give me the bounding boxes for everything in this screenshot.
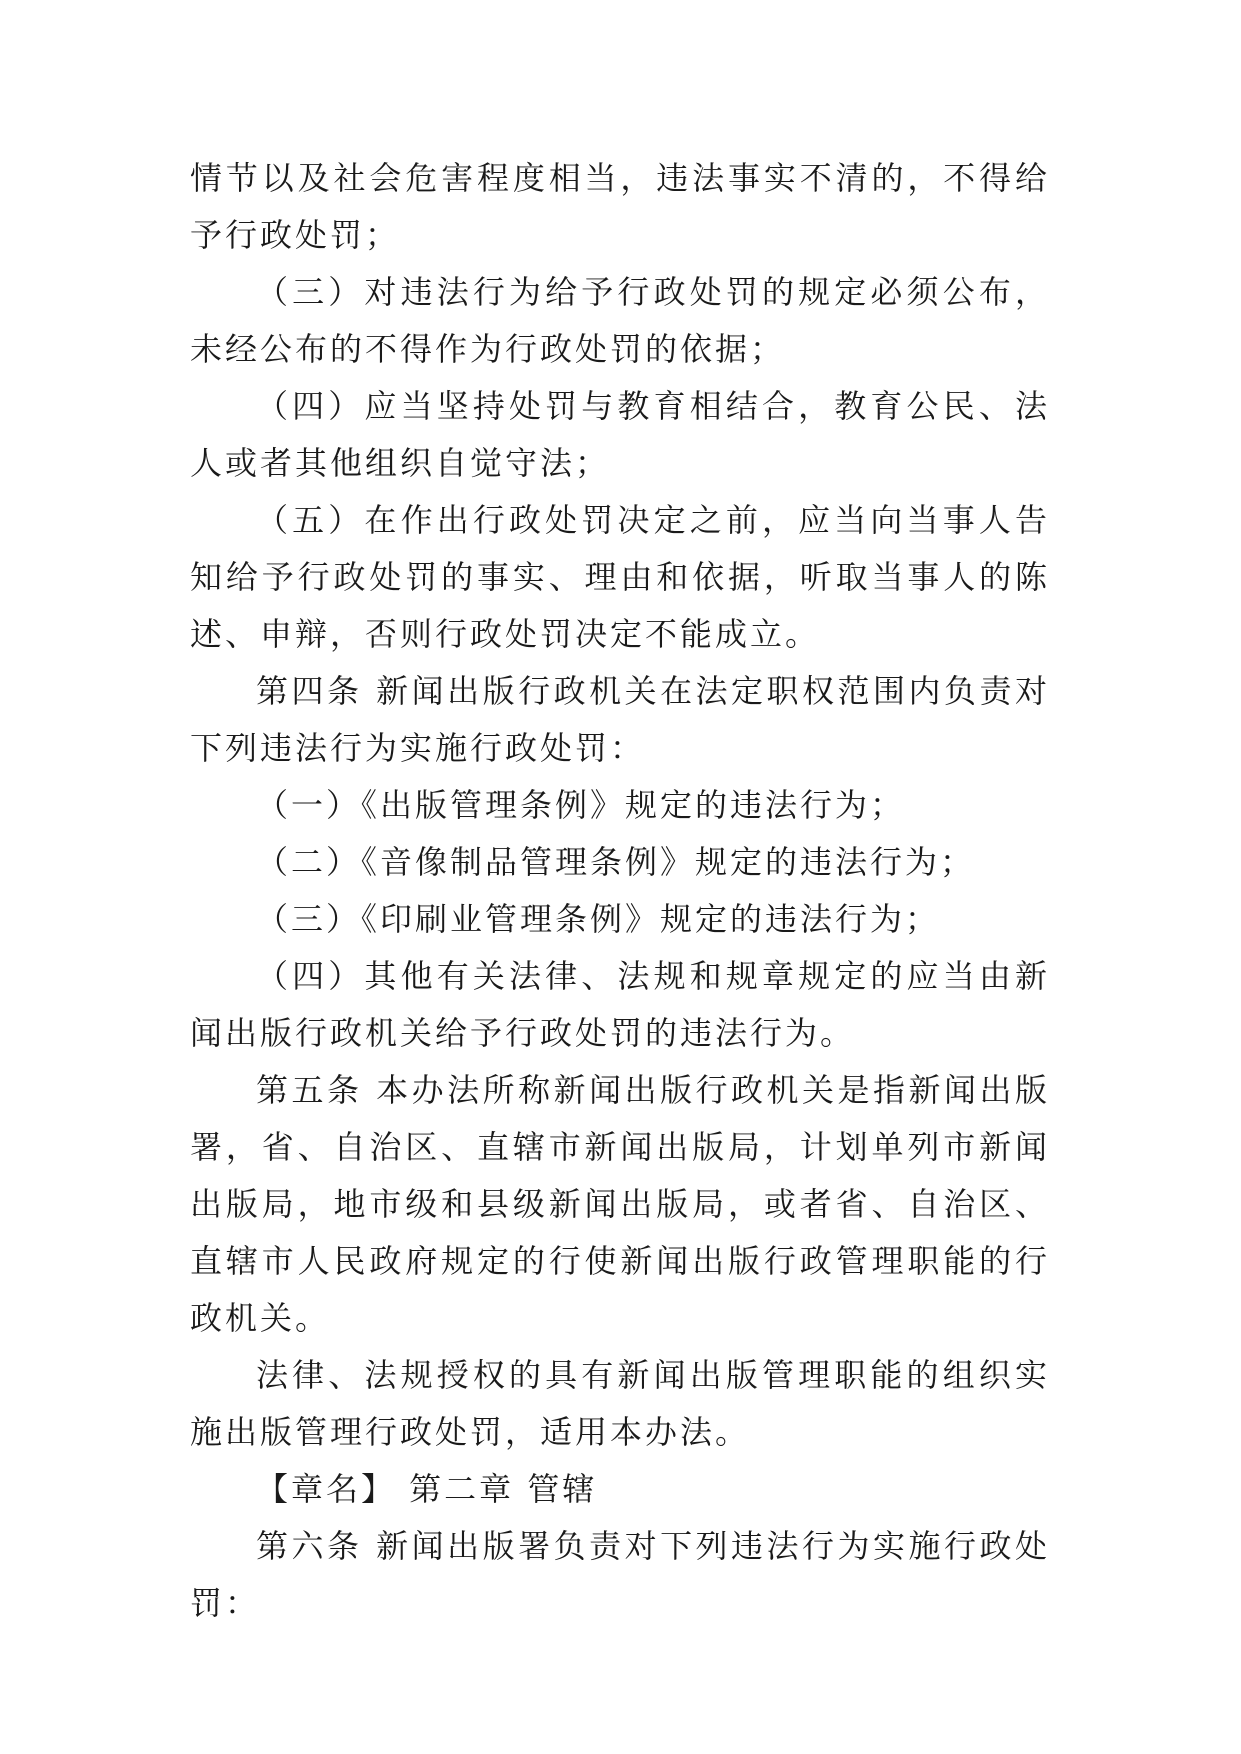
chapter-heading: 【章名】 第二章 管辖 bbox=[256, 1470, 598, 1508]
paragraph-continuation: 情节以及社会危害程度相当，违法事实不清的，不得给予行政处罚； bbox=[190, 159, 1050, 254]
paragraph-item-5: （五）在作出行政处罚决定之前，应当向当事人告知给予行政处罚的事实、理由和依据，听取当事人的陈述、申辩，否则行政处罚决定不能成立。 bbox=[190, 501, 1050, 653]
document-body bbox=[190, 150, 1050, 1632]
article-4: 第四条 新闻出版行政机关在法定职权范围内负责对下列违法行为实施行政处罚： bbox=[190, 672, 1050, 767]
article-4-item-1: （一）《出版管理条例》规定的违法行为； bbox=[256, 786, 906, 824]
article-4-item-2: （二）《音像制品管理条例》规定的违法行为； bbox=[256, 843, 976, 881]
paragraph-item-3: （三）对违法行为给予行政处罚的规定必须公布，未经公布的不得作为行政处罚的依据； bbox=[190, 273, 1050, 368]
article-6: 第六条 新闻出版署负责对下列违法行为实施行政处罚： bbox=[190, 1527, 1050, 1622]
article-4-item-4: （四）其他有关法律、法规和规章规定的应当由新闻出版行政机关给予行政处罚的违法行为。 bbox=[190, 957, 1050, 1052]
article-4-item-3: （三）《印刷业管理条例》规定的违法行为； bbox=[256, 900, 941, 938]
article-5-paragraph-2: 法律、法规授权的具有新闻出版管理职能的组织实施出版管理行政处罚，适用本办法。 bbox=[190, 1356, 1050, 1451]
article-5: 第五条 本办法所称新闻出版行政机关是指新闻出版署，省、自治区、直辖市新闻出版局，计划单列市新闻出版局，地市级和县级新闻出版局，或者省、自治区、直辖市人民政府规定的行使新闻出版行政管理职能的行政机关。 bbox=[190, 1071, 1050, 1337]
paragraph-item-4: （四）应当坚持处罚与教育相结合，教育公民、法人或者其他组织自觉守法； bbox=[190, 387, 1050, 482]
